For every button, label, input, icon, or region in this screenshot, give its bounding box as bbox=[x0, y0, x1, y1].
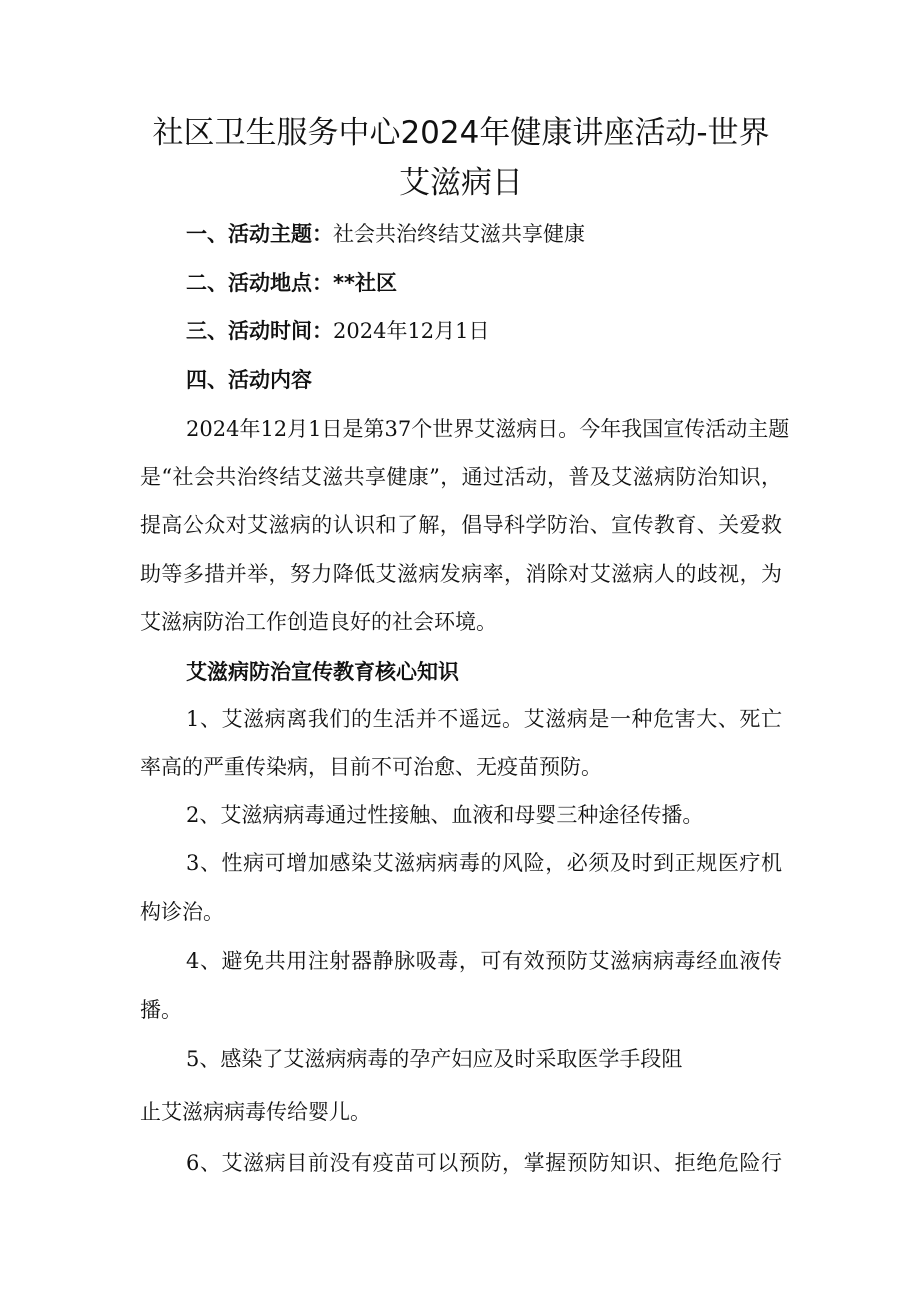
knowledge-line: 6、艾滋病目前没有疫苗可以预防，掌握预防知识、拒绝危险行 bbox=[186, 1151, 782, 1175]
knowledge-line: 止艾滋病病毒传给婴儿。 bbox=[140, 1100, 371, 1124]
meta-content-heading bbox=[186, 365, 782, 395]
meta-theme-value: 社会共治终结艾滋共享健康 bbox=[333, 222, 585, 246]
meta-theme-label: 一、活动主题： bbox=[186, 222, 333, 246]
knowledge-line: 构诊治。 bbox=[140, 900, 224, 924]
knowledge-heading: 艾滋病防治宣传教育核心知识 bbox=[186, 660, 459, 684]
meta-location-value: **社区 bbox=[333, 271, 397, 295]
knowledge-line: 1、艾滋病离我们的生活并不遥远。艾滋病是一种危害大、死亡 bbox=[186, 707, 782, 731]
meta-time-value: 2024年12月1日 bbox=[333, 319, 490, 343]
meta-location bbox=[186, 268, 782, 298]
knowledge-line: 播。 bbox=[140, 998, 182, 1022]
knowledge-line: 2、艾滋病病毒通过性接触、血液和母婴三种途径传播。 bbox=[186, 803, 704, 827]
meta-content-label: 四、活动内容 bbox=[186, 368, 312, 392]
meta-theme bbox=[186, 219, 782, 249]
meta-location-label: 二、活动地点： bbox=[186, 271, 333, 295]
meta-time bbox=[186, 316, 782, 346]
knowledge-line: 5、感染了艾滋病病毒的孕产妇应及时采取医学手段阻 bbox=[186, 1047, 683, 1071]
document-title-line-2: 艾滋病日 bbox=[399, 165, 523, 201]
intro-line: 助等多措并举，努力降低艾滋病发病率，消除对艾滋病人的歧视，为 bbox=[140, 562, 782, 586]
intro-line: 提高公众对艾滋病的认识和了解，倡导科学防治、宣传教育、关爱救 bbox=[140, 513, 782, 537]
meta-time-label: 三、活动时间： bbox=[186, 319, 333, 343]
intro-line: 是“社会共治终结艾滋共享健康”，通过活动，普及艾滋病防治知识， bbox=[140, 465, 782, 489]
intro-line: 艾滋病防治工作创造良好的社会环境。 bbox=[140, 610, 497, 634]
intro-line: 2024年12月1日是第37个世界艾滋病日。今年我国宣传活动主题 bbox=[186, 417, 790, 441]
knowledge-line: 4、避免共用注射器静脉吸毒，可有效预防艾滋病病毒经血液传 bbox=[186, 949, 782, 973]
document-title-line-1: 社区卫生服务中心2024年健康讲座活动-世界 bbox=[152, 115, 770, 151]
knowledge-line: 率高的严重传染病，目前不可治愈、无疫苗预防。 bbox=[140, 755, 602, 779]
knowledge-line: 3、性病可增加感染艾滋病病毒的风险，必须及时到正规医疗机 bbox=[186, 851, 782, 875]
